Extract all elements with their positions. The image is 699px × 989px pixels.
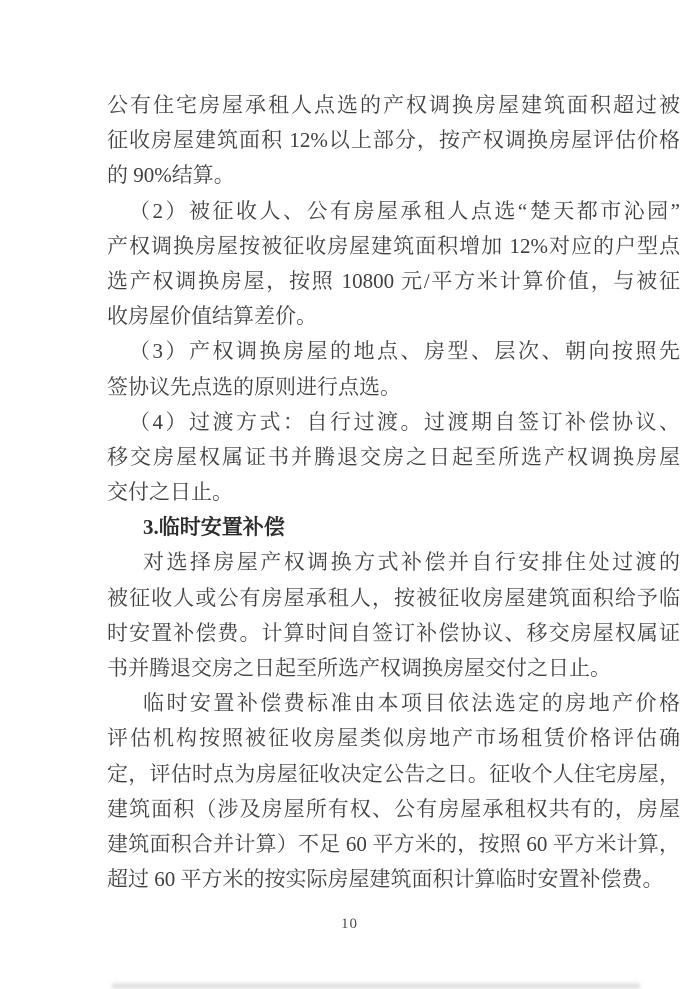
text-line: 被征收人或公有房屋承租人，按被征收房屋建筑面积给予临 bbox=[107, 585, 680, 610]
text-line: 移交房屋权属证书并腾退交房之日起至所选产权调换房屋 bbox=[107, 444, 680, 469]
text-line: 交付之日止。 bbox=[107, 480, 233, 505]
text-line: 定，评估时点为房屋征收决定公告之日。征收个人住宅房屋， bbox=[107, 761, 680, 786]
paragraph-item-4 bbox=[107, 405, 680, 511]
text-line: 建筑面积合并计算）不足 60 平方米的，按照 60 平方米计算， bbox=[107, 831, 680, 856]
paragraph-continued bbox=[107, 88, 680, 194]
paragraph-item-3 bbox=[107, 334, 680, 404]
text-line: 签协议先点选的原则进行点选。 bbox=[107, 374, 401, 399]
paragraph-temp-compensation bbox=[107, 545, 680, 686]
text-line: 公有住宅房屋承租人点选的产权调换房屋建筑面积超过被 bbox=[107, 93, 680, 117]
text-line: （2）被征收人、公有房屋承租人点选“楚天都市沁园” bbox=[129, 198, 680, 223]
text-line: 建筑面积（涉及房屋所有权、公有房屋承租权共有的，房屋 bbox=[107, 796, 680, 821]
page-number: 10 bbox=[341, 916, 358, 932]
section-heading: 3.临时安置补偿 bbox=[143, 515, 285, 540]
text-line: 书并腾退交房之日起至所选产权调换房屋交付之日止。 bbox=[107, 656, 611, 680]
scan-artifact bbox=[112, 984, 640, 988]
text-line: 超过 60 平方米的按实际房屋建筑面积计算临时安置补偿费。 bbox=[107, 867, 664, 892]
text-line: （3）产权调换房屋的地点、房型、层次、朝向按照先 bbox=[129, 339, 680, 364]
text-line: 收房屋价值结算差价。 bbox=[107, 304, 317, 329]
text-line: 选产权调换房屋，按照 10800 元/平方米计算价值，与被征 bbox=[107, 268, 680, 293]
text-line: 征收房屋建筑面积 12%以上部分，按产权调换房屋评估价格 bbox=[107, 128, 680, 153]
text-line: （4）过渡方式：自行过渡。过渡期自签订补偿协议、 bbox=[129, 409, 680, 434]
paragraph-item-2 bbox=[107, 194, 680, 335]
text-line: 的 90%结算。 bbox=[107, 163, 235, 188]
text-line: 对选择房屋产权调换方式补偿并自行安排住处过渡的 bbox=[143, 550, 680, 575]
text-line: 产权调换房屋按被征收房屋建筑面积增加 12%对应的户型点 bbox=[107, 233, 680, 258]
text-line: 时安置补偿费。计算时间自签订补偿协议、移交房屋权属证 bbox=[107, 620, 680, 645]
text-line: 评估机构按照被征收房屋类似房地产市场租赁价格评估确 bbox=[107, 726, 680, 751]
text-block bbox=[107, 88, 680, 897]
text-line: 临时安置补偿费标准由本项目依法选定的房地产价格 bbox=[143, 691, 680, 716]
section-heading-temporary-resettlement bbox=[107, 510, 680, 545]
paragraph-temp-compensation-standard bbox=[107, 686, 680, 897]
